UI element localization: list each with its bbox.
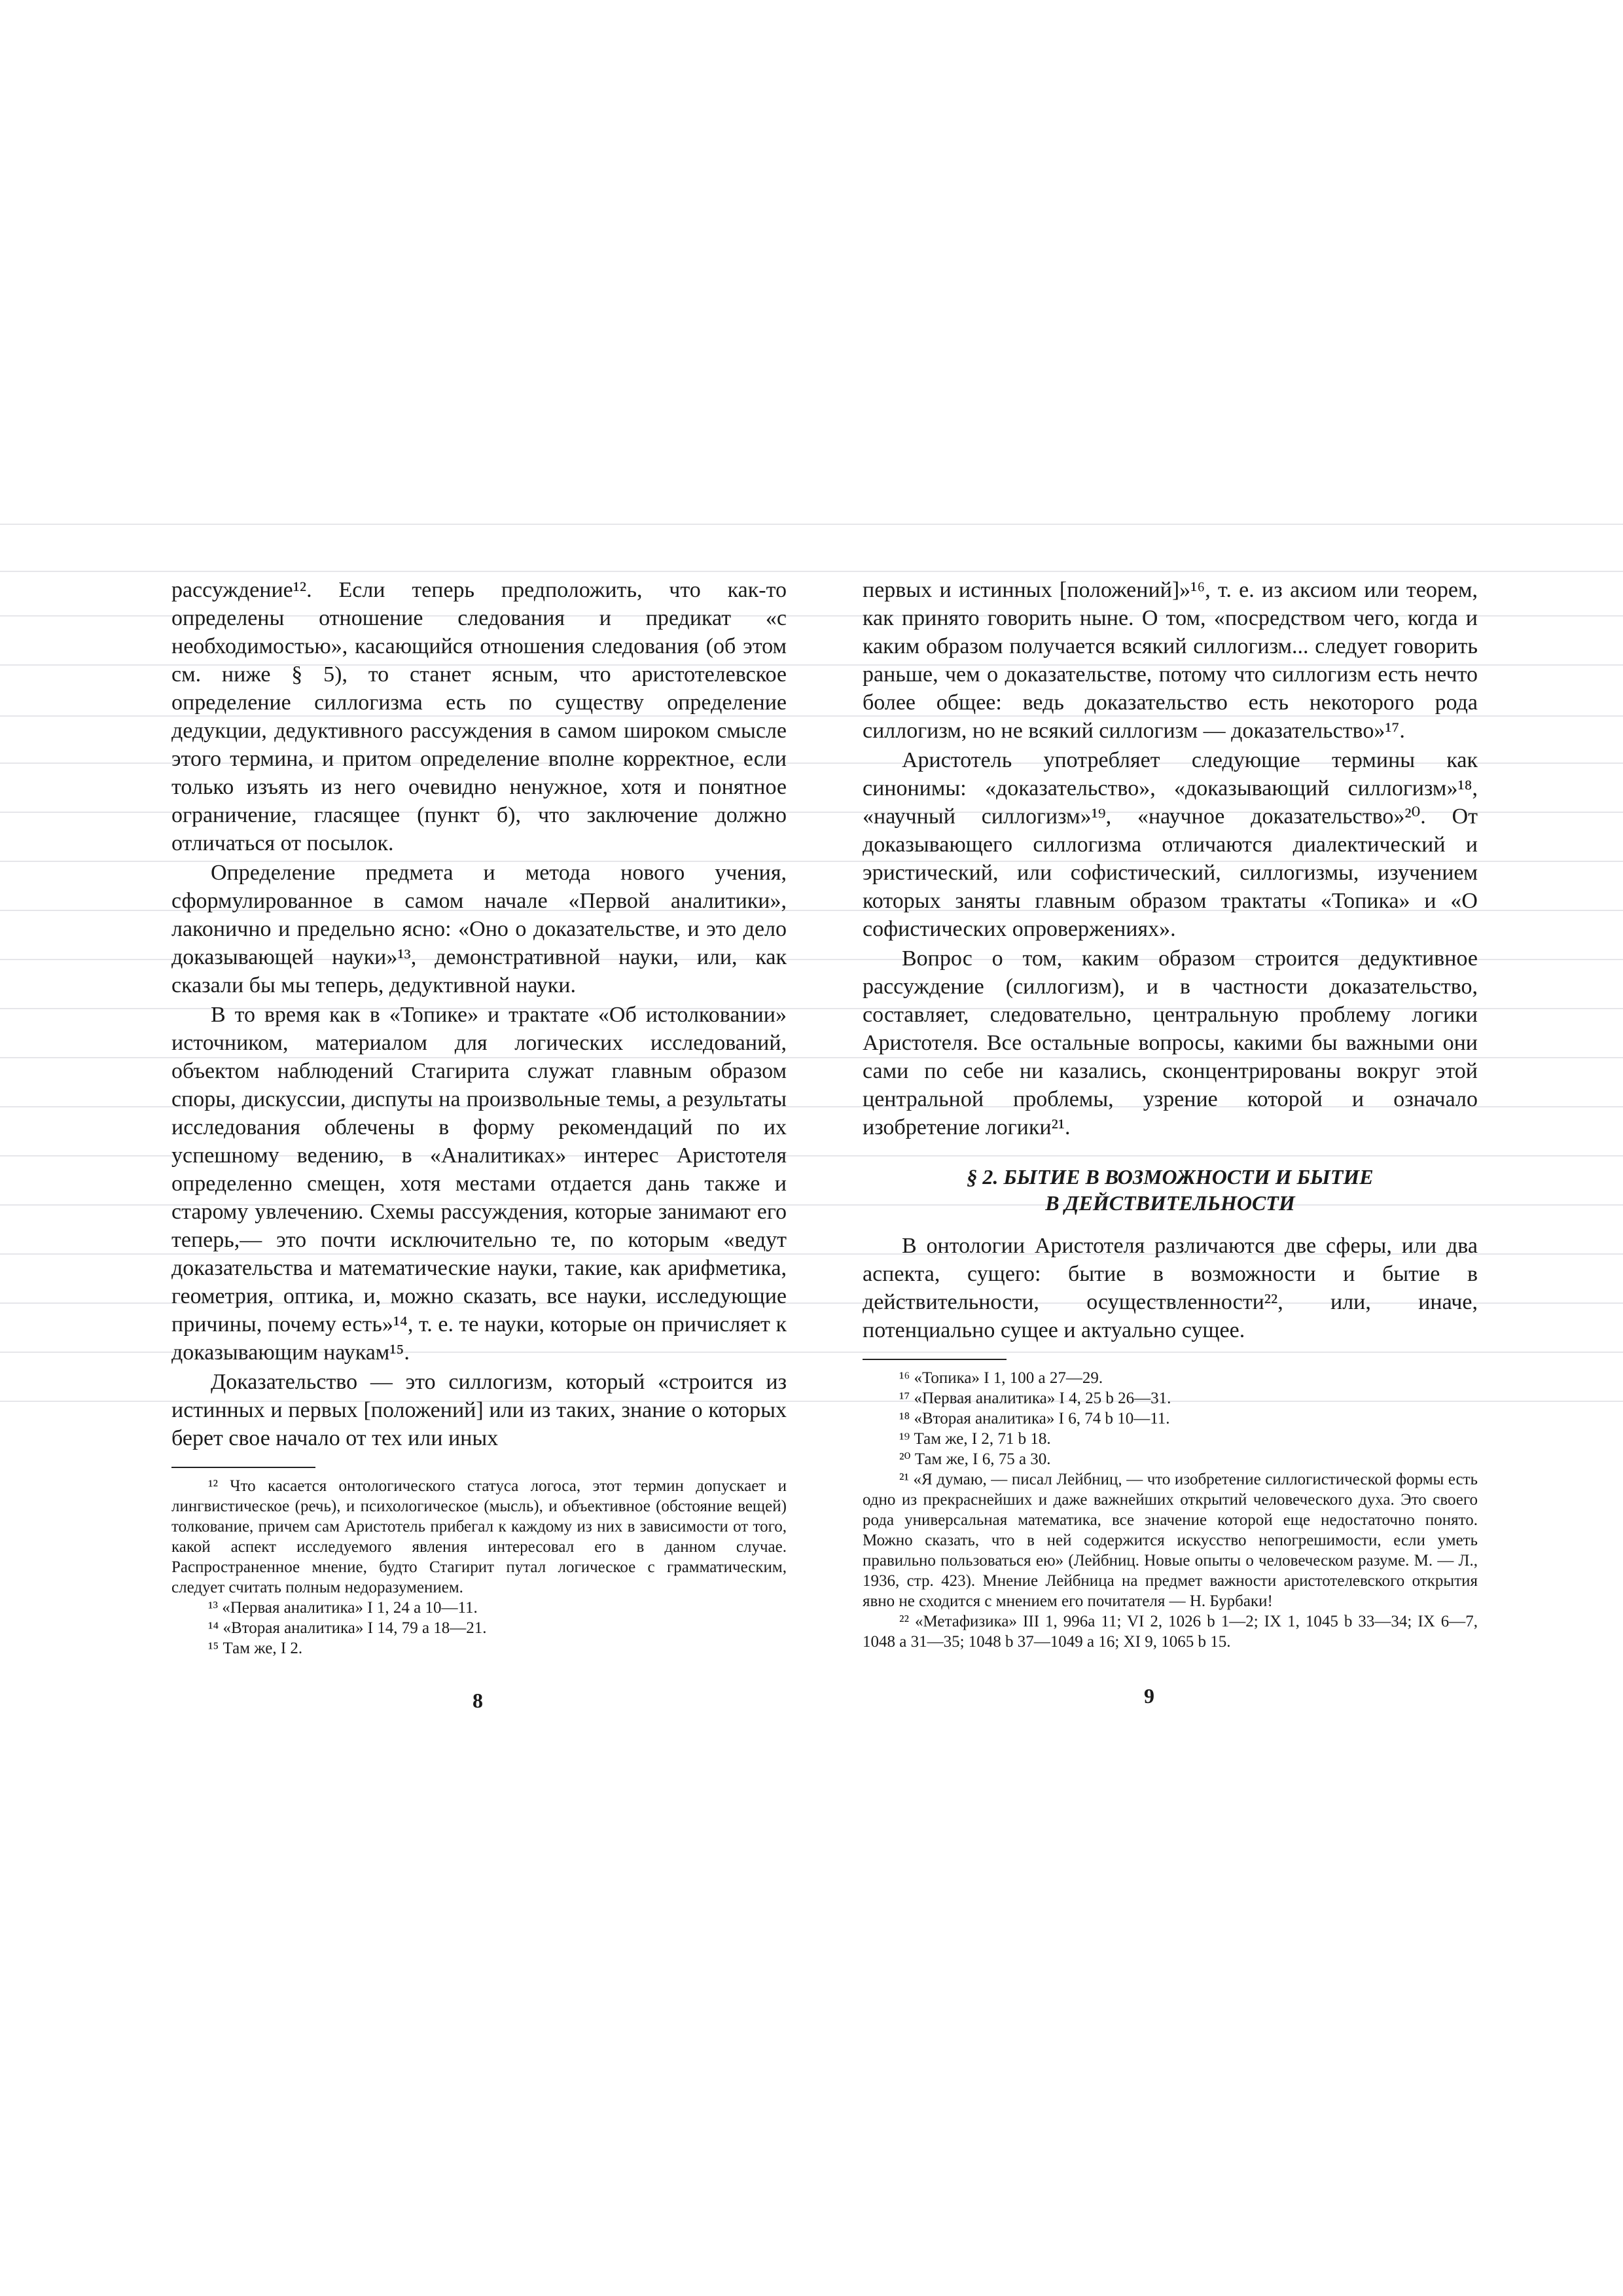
section-heading [863,1164,1478,1216]
right-page [863,576,1478,1652]
section-heading-line: § 2. БЫТИЕ В ВОЗМОЖНОСТИ И БЫТИЕ [967,1165,1374,1189]
paragraph: Определение предмета и метода нового учения, сформулированное в самом начале «Первой аналитики», лаконично и предельно ясно: «Оно о доказательстве, и это дело доказывающей науки»¹³, демонстративной науки, или, как сказали бы мы теперь, дедуктивной науки. [171,861,787,997]
left-page [171,576,787,1659]
page-number: 8 [473,1689,483,1712]
footnote-divider [863,1359,1007,1360]
right-page-body [863,576,1478,1141]
paragraph: Аристотель употребляет следующие термины как синонимы: «доказательство», «доказывающий силлогизм»¹⁸, «научный силлогизм»¹⁹, «научное доказательство»²⁰. От доказывающего силлогизма отличаются диалектический и эристический, или софистический, силлогизмы, изучением которых заняты главным образом трактаты «Топика» и «О софистических опровержениях». [863,748,1478,941]
left-footnotes [171,1476,787,1659]
footnote: ¹⁷ «Первая аналитика» I 4, 25 b 26—31. [899,1390,1171,1407]
paragraph: Доказательство — это силлогизм, который «строится из истинных и первых [положений] или из таких, знание о которых берет свое начало от тех или иных [171,1370,787,1450]
page-number: 9 [1144,1684,1154,1708]
footnote: ¹⁶ «Топика» I 1, 100 a 27—29. [899,1369,1103,1387]
paragraph: первых и истинных [положений]»¹⁶, т. е. из аксиом или теорем, как принято говорить ныне. О том, «посредством чего, когда и каким образом получается всякий силлогизм... следует говорить раньше, чем о доказательстве, потому что силлогизм есть нечто более общее: ведь доказательство есть некоторого рода силлогизм, но не всякий силлогизм — доказательство»¹⁷. [863,578,1478,743]
right-footnotes [863,1368,1478,1652]
section-heading-line: В ДЕЙСТВИТЕЛЬНОСТИ [1045,1191,1295,1215]
footnote: ¹⁵ Там же, I 2. [208,1640,303,1657]
paragraph: Вопрос о том, каким образом строится дедуктивное рассуждение (силлогизм), и в частности доказательство, составляет, следовательно, центральную проблему логики Аристотеля. Все остальные вопросы, какими бы важными они сами по себе ни казались, сконцентрированы вокруг этой центральной проблемы, узрение которой и означало изобретение логики²¹. [863,946,1478,1139]
footnote: ¹⁹ Там же, I 2, 71 b 18. [899,1430,1051,1448]
footnote: ¹⁴ «Вторая аналитика» I 14, 79 a 18—21. [208,1619,487,1637]
footnote: ¹³ «Первая аналитика» I 1, 24 a 10—11. [208,1599,478,1617]
paragraph: В онтологии Аристотеля различаются две сферы, или два аспекта, сущего: бытие в возможности и бытие в действительности, осуществленности²², или, иначе, потенциально сущее и актуально сущее. [863,1234,1478,1342]
left-page-body [171,576,787,1452]
paragraph: рассуждение¹². Если теперь предположить, что как-то определены отношение следования и предикат «с необходимостью», касающийся отношения следования (об этом см. ниже § 5), то станет ясным, что аристотелевское определение силлогизма есть по существу определение дедукции, дедуктивного рассуждения в самом широком смысле этого термина, и притом определение вполне корректное, если только изъять из него очевидно ненужное, хотя и понятное ограничение, гласящее (пункт б), что заключение должно отличаться от посылок. [171,578,787,855]
background-rule [0,571,1623,572]
footnote: ²⁰ Там же, I 6, 75 a 30. [899,1450,1051,1468]
paragraph: В то время как в «Топике» и трактате «Об истолковании» источником, материалом для логических исследований, объектом наблюдений Стагирита служат главным образом споры, дискуссии, диспуты на произвольные темы, а результаты исследования облечены в форму рекомендаций по их успешному ведению, в «Аналитиках» интерес Аристотеля определенно смещен, хотя местами отдается дань также и старому увлечению. Схемы рассуждения, которые занимают его теперь,— это почти исключительно те, по которым «ведут доказательства и математические науки, такие, как арифметика, геометрия, оптика, и, можно сказать, все науки, исследующие причины, почему есть»¹⁴, т. е. те науки, которые он причисляет к доказывающим наукам¹⁵. [171,1003,787,1365]
footnote: ²¹ «Я думаю, — писал Лейбниц, — что изобретение силлогистической формы есть одно из прекраснейших и даже важнейших открытий человеческого духа. Это своего рода универсальная математика, все значение которой еще недостаточно понято. Можно сказать, что в ней содержится искусство непогрешимости, если уметь правильно пользоваться ею» (Лейбниц. Новые опыты о человеческом разуме. М. — Л., 1936, стр. 423). Мнение Лейбница на предмет важности аристотелевского открытия явно не сходится с мнением его почитателя — Н. Бурбаки! [863,1471,1478,1610]
right-page-body-section [863,1232,1478,1344]
background-rule [0,524,1623,525]
footnote: ²² «Метафизика» III 1, 996a 11; VI 2, 1026 b 1—2; IX 1, 1045 b 33—34; IX 6—7, 1048 a 31—35; 1048 b 37—1049 a 16; XI 9, 1065 b 15. [863,1613,1478,1651]
footnote-divider [171,1467,315,1468]
footnote: ¹² Что касается онтологического статуса логоса, этот термин допускает и лингвистическое (речь), и психологическое (мысль), и объективное (обстояние вещей) толкование, причем сам Аристотель прибегал к каждому из них в зависимости от того, какой аспект исследуемого явления интересовал его в данном случае. Распространенное мнение, будто Стагирит путал логическое с грамматическим, следует считать полным недоразумением. [171,1477,787,1596]
footnote: ¹⁸ «Вторая аналитика» I 6, 74 b 10—11. [899,1410,1170,1427]
